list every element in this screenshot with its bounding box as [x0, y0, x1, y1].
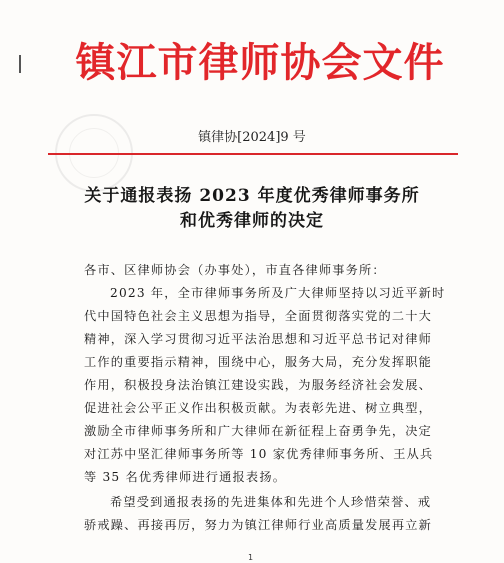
- document-header-title: 镇江市律师协会文件: [75, 39, 445, 86]
- paragraph1-line: 激励全市律师事务所和广大律师在新征程上奋勇争先，决定: [84, 424, 433, 438]
- paragraph1-line: 精神，深入学习贯彻习近平法治思想和习近平总书记对律师: [84, 332, 433, 346]
- paragraph1-line: 代中国特色社会主义思想为指导，全面贯彻落实党的二十大: [84, 309, 433, 323]
- document-title-line-1: 关于通报表扬 2023 年度优秀律师事务所: [84, 186, 420, 206]
- page-number: 1: [248, 553, 254, 562]
- red-separator-line: [48, 153, 458, 155]
- paragraph1-line: 作用，积极投身法治镇江建设实践，为服务经济社会发展、: [84, 378, 433, 392]
- binding-mark: [19, 55, 21, 73]
- paragraph2-line: 骄戒躁、再接再厉，努力为镇江律师行业高质量发展再立新: [84, 518, 433, 532]
- paragraph1-line: 等 35 名优秀律师进行通报表扬。: [84, 470, 287, 484]
- paragraph1-line: 工作的重要指示精神，围绕中心，服务大局，充分发挥职能: [84, 355, 433, 369]
- document-title-line-2: 和优秀律师的决定: [180, 211, 324, 231]
- paragraph2-line: 希望受到通报表扬的先进集体和先进个人珍惜荣誉、戒: [110, 495, 432, 509]
- addressee-line: 各市、区律师协会（办事处），市直各律师事务所：: [84, 263, 386, 277]
- paragraph1-line: 2023 年，全市律师事务所及广大律师坚持以习近平新时: [110, 286, 446, 300]
- document-number: 镇律协[2024]9 号: [198, 130, 306, 145]
- paragraph1-line: 促进社会公平正义作出积极贡献。为表彰先进、树立典型，: [84, 401, 433, 415]
- paragraph1-line: 对江苏中坚汇律师事务所等 10 家优秀律师事务所、王从兵: [84, 447, 434, 461]
